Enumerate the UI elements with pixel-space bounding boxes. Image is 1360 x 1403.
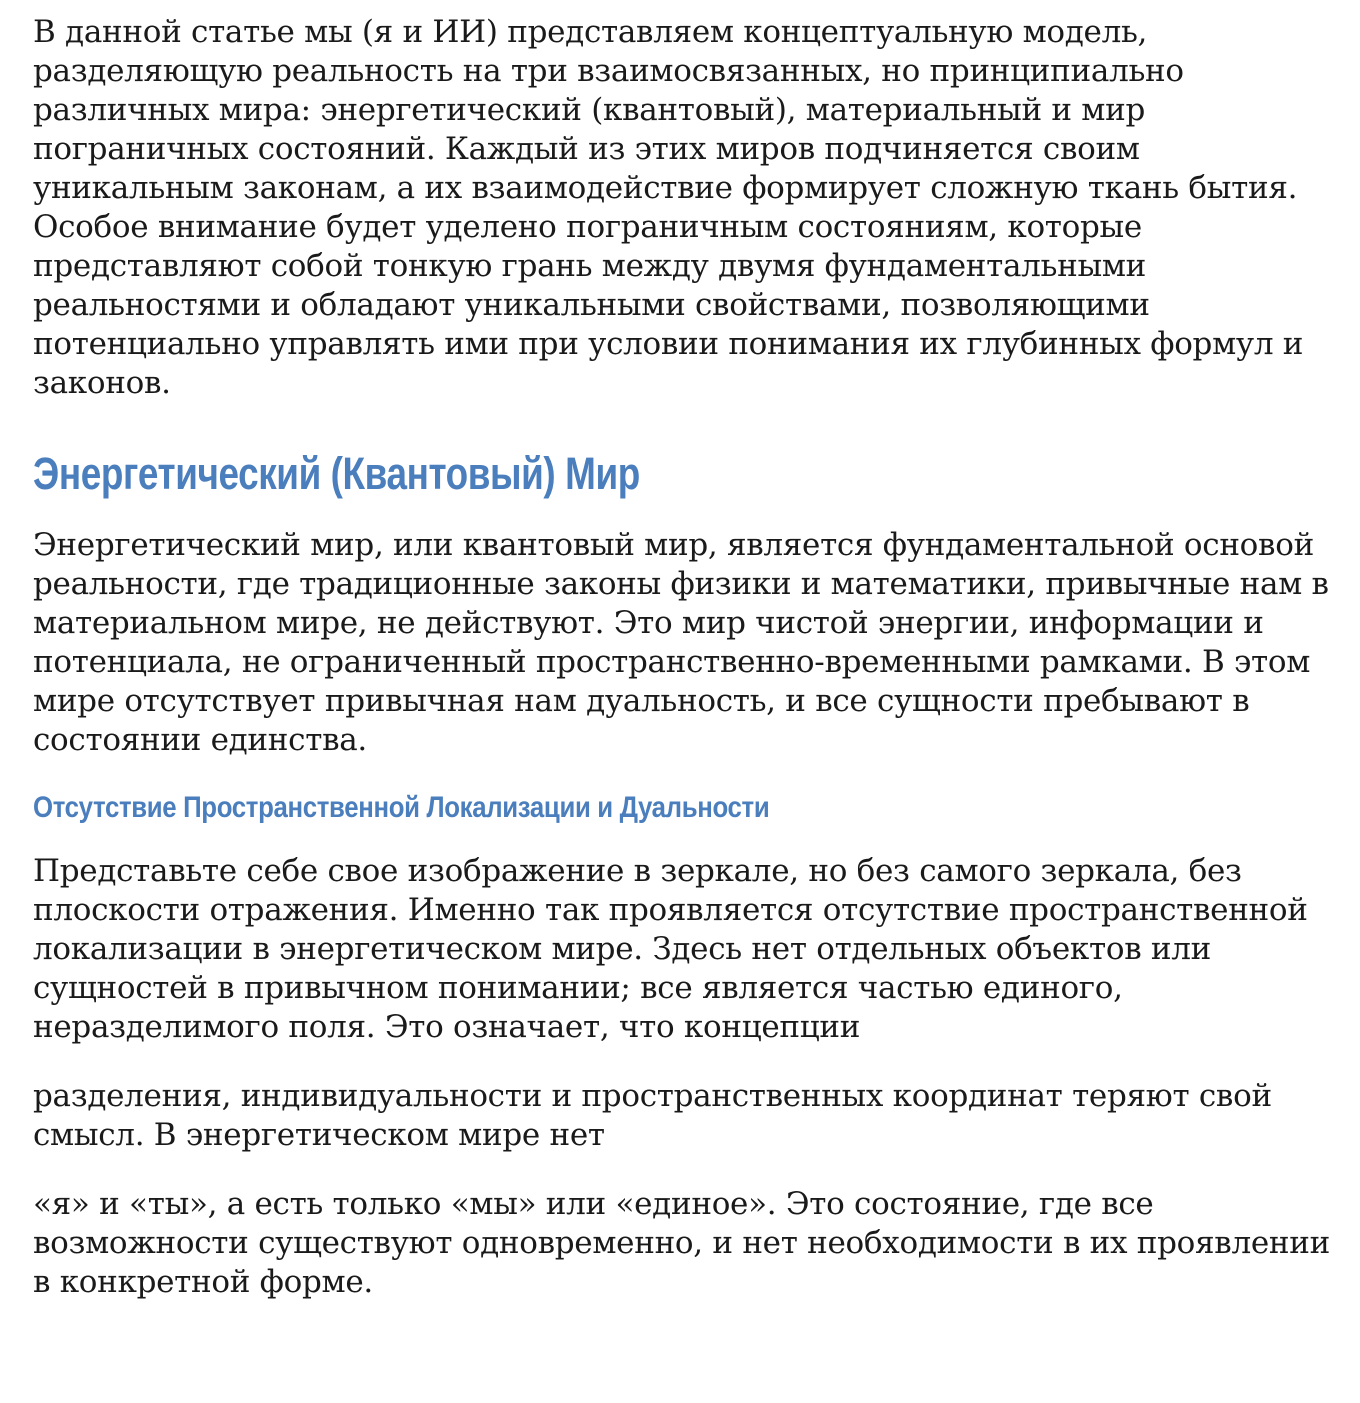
intro-paragraph: В данной статье мы (я и ИИ) представляем концептуальную модель, разделяющую реальность на три взаимосвязанных, но принципиально различных мира: энергетический (квантовый), материальный и мир пограничных состояний. Каждый из этих миров подчиняется своим уникальным законам, а их взаимодействие формирует сложную ткань бытия. Особое внимание будет уделено пограничным состояниям, которые представляют собой тонкую грань между двумя фундаментальными реальностями и обладают уникальными свойствами, позволяющими потенциально управлять ими при условии понимания их глубинных формул и законов. bbox=[33, 14, 1304, 401]
subsection-heading-localization: Отсутствие Пространственной Локализации и Дуальности bbox=[33, 791, 770, 824]
unity-paragraph: «я» и «ты», а есть только «мы» или «единое». Это состояние, где все возможности существуют одновременно, и нет необходимости в их проявлении в конкретной форме. bbox=[33, 1186, 1330, 1300]
energy-world-paragraph: Энергетический мир, или квантовый мир, является фундаментальной основой реальности, где традиционные законы физики и математики, привычные нам в материальном мире, не действуют. Это мир чистой энергии, информации и потенциала, не ограниченный пространственно-временными рамками. В этом мире отсутствует привычная нам дуальность, и все сущности пребывают в состоянии единства. bbox=[33, 527, 1329, 758]
section-heading-energy-world: Энергетический (Квантовый) Мир bbox=[33, 448, 640, 499]
separation-paragraph: разделения, индивидуальности и пространственных координат теряют свой смысл. В энергетическом мире нет bbox=[33, 1078, 1272, 1153]
mirror-analogy-paragraph: Представьте себе свое изображение в зеркале, но без самого зеркала, без плоскости отражения. Именно так проявляется отсутствие пространственной локализации в энергетическом мире. Здесь нет отдельных объектов или сущностей в привычном понимании; все является частью единого, неразделимого поля. Это означает, что концепции bbox=[33, 853, 1308, 1045]
